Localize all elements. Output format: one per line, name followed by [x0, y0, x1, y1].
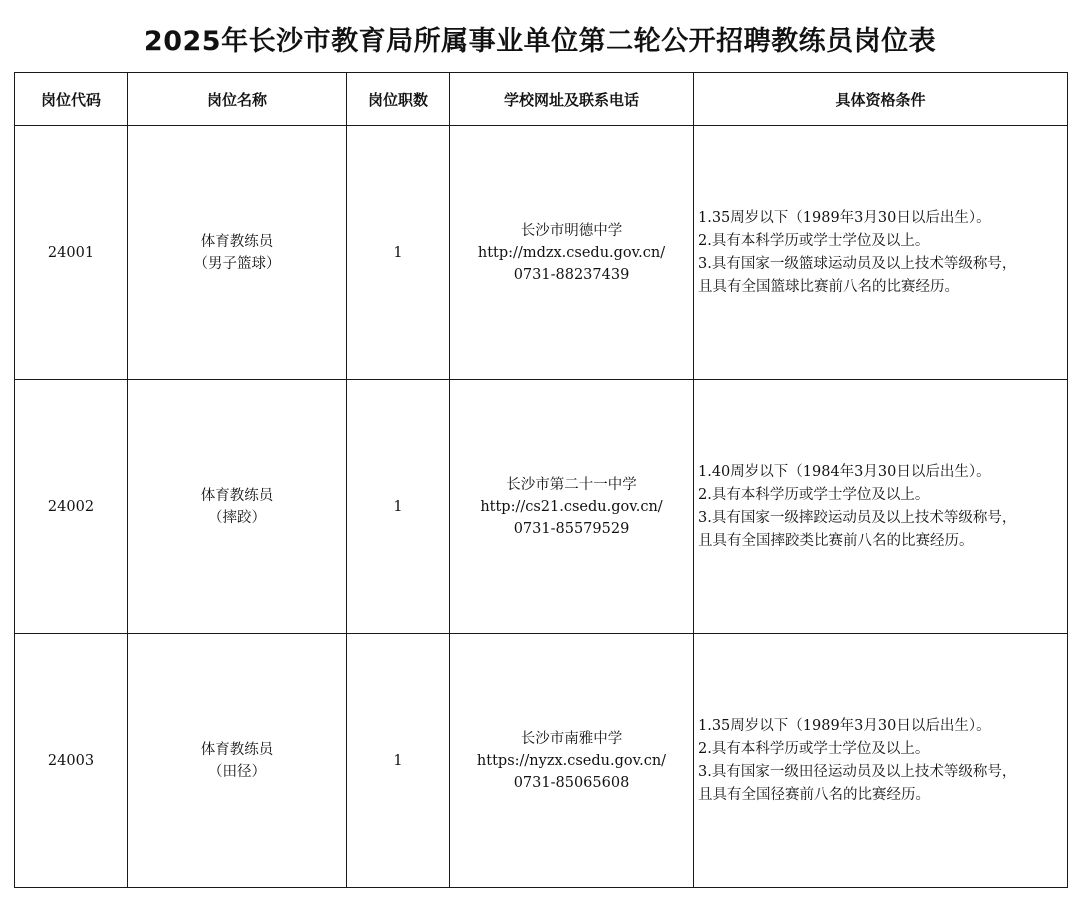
header-position-count: 岗位职数: [347, 73, 450, 126]
school-name: 长沙市南雅中学: [520, 730, 623, 747]
position-code: 24001: [15, 126, 128, 380]
school-phone: 0731-88237439: [513, 266, 630, 283]
position-name-cell: [128, 126, 347, 380]
school-contact-cell: [450, 380, 694, 634]
position-name: 体育教练员: [200, 233, 274, 250]
requirement-line: 3.具有国家一级摔跤运动员及以上技术等级称号，: [698, 509, 1017, 526]
school-url-link[interactable]: https://nyzx.csedu.gov.cn/: [476, 752, 667, 769]
table-row: [15, 380, 1068, 634]
school-name: 长沙市明德中学: [520, 222, 623, 239]
header-requirements: 具体资格条件: [694, 73, 1068, 126]
requirements-cell: [694, 380, 1068, 634]
table-header-row: [15, 73, 1068, 126]
position-count: 1: [347, 380, 450, 634]
position-sport: （男子篮球）: [193, 255, 281, 272]
school-contact-cell: [450, 126, 694, 380]
position-count: 1: [347, 126, 450, 380]
requirement-line: 2.具有本科学历或学士学位及以上。: [698, 486, 930, 503]
position-name-cell: [128, 634, 347, 888]
requirement-line: 1.35周岁以下（1989年3月30日以后出生）。: [698, 209, 991, 226]
requirements-cell: [694, 126, 1068, 380]
requirement-line: 且具有全国篮球比赛前八名的比赛经历。: [698, 278, 959, 295]
table-row: [15, 634, 1068, 888]
requirements-cell: [694, 634, 1068, 888]
header-school-contact: 学校网址及联系电话: [450, 73, 694, 126]
school-phone: 0731-85065608: [513, 774, 630, 791]
school-phone: 0731-85579529: [513, 520, 630, 537]
positions-table: [14, 72, 1068, 888]
requirement-line: 1.40周岁以下（1984年3月30日以后出生）。: [698, 463, 991, 480]
requirement-line: 2.具有本科学历或学士学位及以上。: [698, 740, 930, 757]
school-name: 长沙市第二十一中学: [506, 476, 637, 493]
position-name: 体育教练员: [200, 741, 274, 758]
position-sport: （摔跤）: [208, 509, 266, 526]
requirement-line: 2.具有本科学历或学士学位及以上。: [698, 232, 930, 249]
requirement-line: 且具有全国径赛前八名的比赛经历。: [698, 786, 930, 803]
position-code: 24003: [15, 634, 128, 888]
header-position-code: 岗位代码: [15, 73, 128, 126]
header-position-name: 岗位名称: [128, 73, 347, 126]
page-title: 2025年长沙市教育局所属事业单位第二轮公开招聘教练员岗位表: [143, 26, 937, 57]
position-sport: （田径）: [208, 763, 266, 780]
school-url-link[interactable]: http://cs21.csedu.gov.cn/: [480, 498, 663, 515]
position-code: 24002: [15, 380, 128, 634]
position-name-cell: [128, 380, 347, 634]
school-contact-cell: [450, 634, 694, 888]
requirement-line: 且具有全国摔跤类比赛前八名的比赛经历。: [698, 532, 974, 549]
requirement-line: 3.具有国家一级田径运动员及以上技术等级称号，: [698, 763, 1017, 780]
school-url-link[interactable]: http://mdzx.csedu.gov.cn/: [477, 244, 666, 261]
requirement-line: 3.具有国家一级篮球运动员及以上技术等级称号，: [698, 255, 1017, 272]
table-row: [15, 126, 1068, 380]
position-count: 1: [347, 634, 450, 888]
requirement-line: 1.35周岁以下（1989年3月30日以后出生）。: [698, 717, 991, 734]
position-name: 体育教练员: [200, 487, 274, 504]
